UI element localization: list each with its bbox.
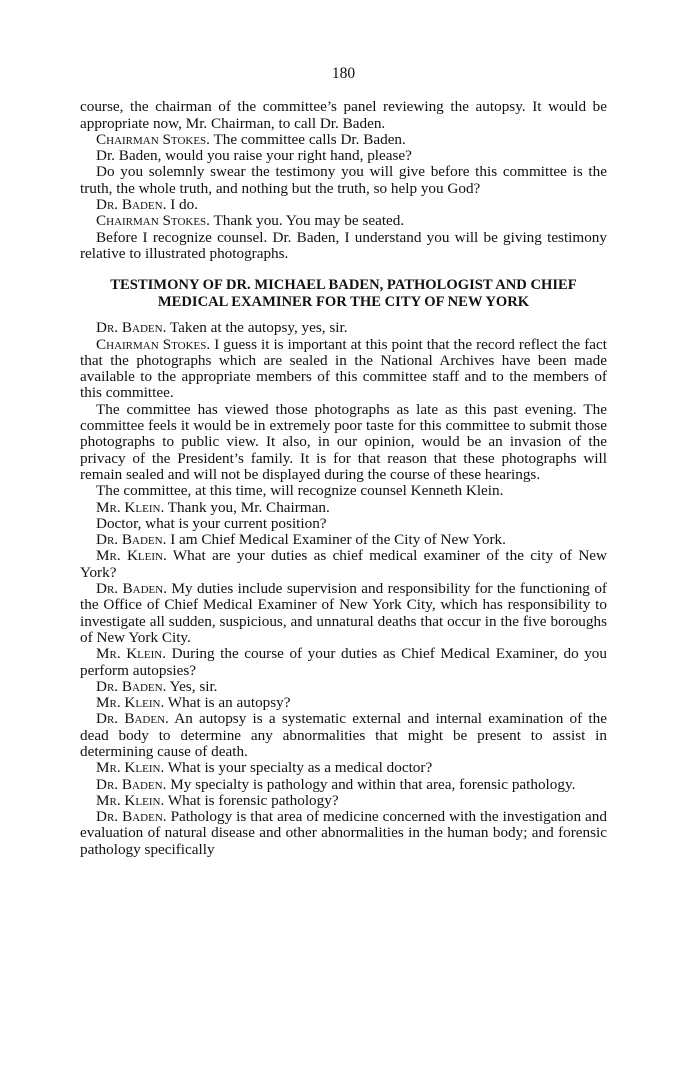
paragraph (80, 402, 607, 483)
paragraph (80, 760, 607, 776)
paragraph (80, 500, 607, 516)
paragraph (80, 581, 607, 646)
speaker-name: Chairman Stokes. (96, 212, 210, 230)
paragraph-text: Pathology is that area of medicine concerned with the investigation and evaluation of natural disease and other abnormalities in the human body; and forensic pathology specifically (80, 808, 607, 858)
paragraph-text: What is forensic pathology? (164, 791, 339, 809)
paragraph (80, 777, 607, 793)
transcript-after-heading (80, 320, 607, 858)
speaker-name: Mr. Klein. (96, 791, 165, 809)
paragraph (80, 516, 607, 532)
paragraph (80, 646, 607, 679)
paragraph-text: Thank you. You may be seated. (209, 212, 405, 230)
paragraph-text: Yes, sir. (166, 677, 218, 695)
paragraph (80, 164, 607, 197)
speaker-name: Dr. Baden. (96, 710, 169, 728)
paragraph-text: Thank you, Mr. Chairman. (164, 498, 330, 516)
paragraph-text: The committee has viewed those photographs as late as this past evening. The committee feels it would be in extremely poor taste for this committee to submit those photographs to public view. It also, in our opinion, would be an invasion of the privacy of the President’s family. It is for that reason that these photographs will remain sealed and will not be displayed during the course of these hearings. (80, 400, 607, 483)
speaker-name: Mr. Klein. (96, 694, 165, 712)
speaker-name: Dr. Baden. (96, 775, 167, 793)
paragraph-text: What are your duties as chief medical examiner of the city of New York? (80, 547, 607, 581)
paragraph (80, 679, 607, 695)
transcript-before-heading (80, 99, 607, 262)
paragraph-text: My specialty is pathology and within that area, forensic pathology. (166, 775, 576, 793)
paragraph-text: I am Chief Medical Examiner of the City of New York. (166, 531, 506, 549)
speaker-name: Mr. Klein. (96, 645, 167, 663)
paragraph-text: The committee calls Dr. Baden. (209, 130, 406, 148)
paragraph-text: I guess it is important at this point that the record reflect the fact that the photographs which are sealed in the National Archives have been made available to the appropriate members of this committee staff and to the members of this committee. (80, 335, 607, 402)
document-page (80, 66, 607, 858)
paragraph (80, 532, 607, 548)
paragraph (80, 548, 607, 581)
paragraph (80, 230, 607, 263)
speaker-name: Dr. Baden. (96, 580, 168, 598)
paragraph-text: course, the chairman of the committee’s panel reviewing the autopsy. It would be appropriate now, Mr. Chairman, to call Dr. Baden. (80, 98, 607, 132)
paragraph (80, 337, 607, 402)
paragraph (80, 809, 607, 858)
speaker-name: Dr. Baden. (96, 531, 167, 549)
paragraph (80, 711, 607, 760)
paragraph (80, 213, 607, 229)
paragraph-text: Do you solemnly swear the testimony you will give before this committee is the truth, the whole truth, and nothing but the truth, so help you God? (80, 163, 607, 197)
paragraph (80, 197, 607, 213)
paragraph-text: Taken at the autopsy, yes, sir. (166, 319, 348, 337)
paragraph (80, 148, 607, 164)
page-number: 180 (331, 65, 356, 82)
speaker-name: Mr. Klein. (96, 547, 167, 565)
speaker-name: Chairman Stokes. (96, 130, 210, 148)
paragraph-text: Dr. Baden, would you raise your right hand, please? (96, 147, 412, 165)
paragraph-text: Doctor, what is your current position? (96, 514, 327, 532)
paragraph-text: The committee, at this time, will recognize counsel Kenneth Klein. (96, 482, 504, 500)
paragraph-text: My duties include supervision and responsibility for the functioning of the Office of Chief Medical Examiner of New York City, which has responsibility to investigate all sudden, suspicious, and unnatural deaths that occur in the five boroughs of New York City. (80, 580, 607, 646)
paragraph-text: During the course of your duties as Chief Medical Examiner, do you perform autopsies? (80, 645, 607, 679)
paragraph (80, 320, 607, 336)
paragraph-text: What is an autopsy? (164, 694, 291, 712)
paragraph (80, 793, 607, 809)
speaker-name: Dr. Baden. (96, 677, 167, 695)
paragraph-text: I do. (166, 196, 199, 214)
paragraph (80, 99, 607, 132)
speaker-name: Chairman Stokes. (96, 335, 211, 353)
speaker-name: Dr. Baden. (96, 196, 167, 214)
paragraph-text: What is your specialty as a medical doctor? (164, 759, 433, 777)
speaker-name: Mr. Klein. (96, 759, 165, 777)
paragraph (80, 483, 607, 499)
paragraph-text: Before I recognize counsel. Dr. Baden, I understand you will be giving testimony relative to illustrated photographs. (80, 228, 607, 262)
speaker-name: Mr. Klein. (96, 498, 165, 516)
paragraph (80, 132, 607, 148)
paragraph-text: An autopsy is a systematic external and internal examination of the dead body to determine any abnormalities that might be present to assist in determining cause of death. (80, 710, 607, 760)
section-heading: TESTIMONY OF DR. MICHAEL BADEN, PATHOLOGIST AND CHIEF MEDICAL EXAMINER FOR THE CITY OF NEW YORK (110, 277, 577, 311)
speaker-name: Dr. Baden. (96, 319, 167, 337)
paragraph (80, 695, 607, 711)
speaker-name: Dr. Baden. (96, 808, 167, 826)
